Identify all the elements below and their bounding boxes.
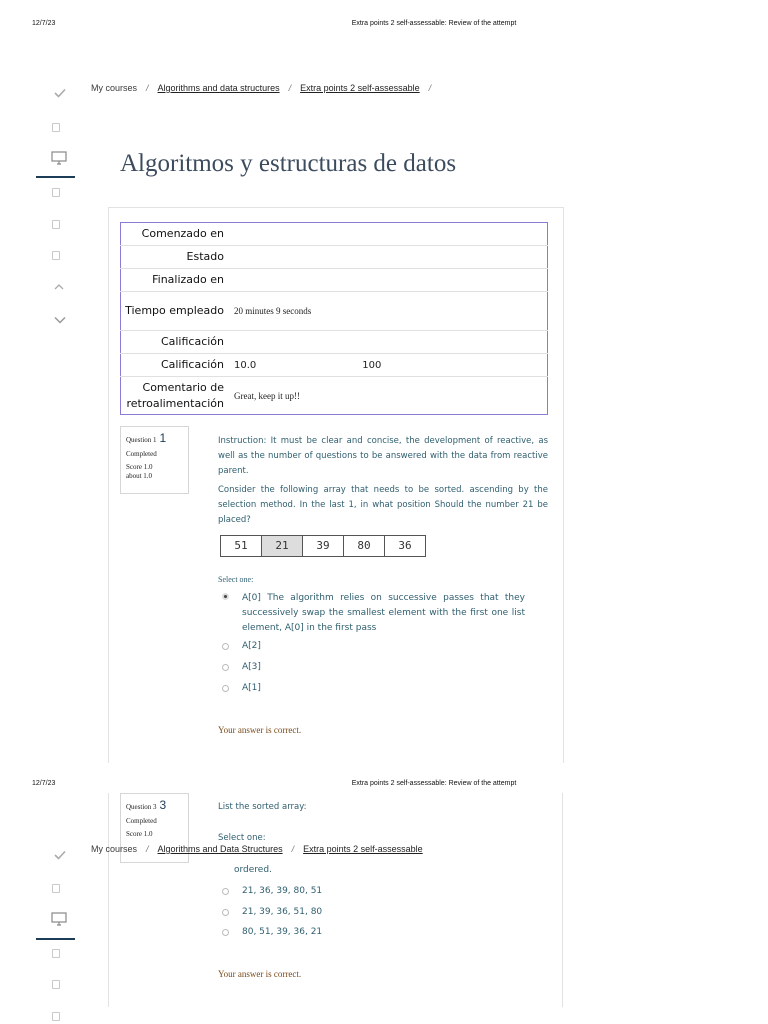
summary-label: Estado <box>121 246 230 269</box>
summary-row <box>121 331 548 354</box>
breadcrumb <box>91 83 434 93</box>
summary-row <box>121 354 548 377</box>
summary-row <box>121 377 548 415</box>
breadcrumb-separator: / <box>146 844 149 854</box>
time-taken-value: 20 minutes 9 seconds <box>234 306 312 316</box>
nav-square-icon[interactable] <box>52 220 60 229</box>
radio-button[interactable] <box>222 888 229 895</box>
answer-option-text: 80, 51, 39, 36, 21 <box>242 927 323 937</box>
radio-button[interactable] <box>222 643 229 650</box>
print-title: Extra points 2 self-assessable: Review of the attempt <box>351 780 517 787</box>
summary-row <box>121 246 548 269</box>
radio-button[interactable] <box>222 929 229 936</box>
radio-button[interactable] <box>222 909 229 916</box>
breadcrumb-my-courses[interactable]: My courses <box>91 83 138 93</box>
breadcrumb-quiz[interactable]: Extra points 2 self-assessable <box>300 83 420 93</box>
monitor-icon[interactable] <box>51 151 61 165</box>
array-cell-highlighted: 21 <box>262 536 303 556</box>
summary-label: Tiempo empleado <box>121 292 230 331</box>
breadcrumb-separator: / <box>291 844 295 854</box>
summary-label: Calificación <box>121 331 230 354</box>
grade-max-value: 100 <box>362 360 382 371</box>
chevron-up-icon[interactable] <box>54 283 64 290</box>
question-state: Completed <box>126 450 157 458</box>
array-cell: 51 <box>221 536 262 556</box>
summary-label: Comentario de retroalimentación <box>121 377 230 415</box>
question-label: Question 1 <box>126 436 157 444</box>
print-date: 12/7/23 <box>32 780 56 787</box>
summary-row <box>121 292 548 331</box>
question-score: Score 1.0 <box>126 463 153 471</box>
answer-option-text: 21, 39, 36, 51, 80 <box>242 907 323 917</box>
array-cell: 36 <box>398 539 412 552</box>
check-icon[interactable] <box>54 850 64 860</box>
breadcrumb <box>91 844 423 854</box>
chevron-down-icon[interactable] <box>54 316 64 324</box>
select-one-label: Select one: <box>218 575 254 584</box>
answer-option[interactable] <box>222 907 322 917</box>
summary-label: Calificación <box>121 354 230 377</box>
radio-button[interactable] <box>222 685 229 692</box>
answer-feedback: Your answer is correct. <box>218 725 302 735</box>
question-text: Consider the following array that needs to be sorted. ascending by the selection method. In the last 1, in what position Should the number 21 be placed? <box>218 485 548 525</box>
question-state: Completed <box>126 817 157 825</box>
answer-option[interactable] <box>222 662 261 672</box>
answer-option-text: A[3] <box>242 662 261 672</box>
grade-value: 10.0 <box>234 360 257 371</box>
answer-option-text: A[2] <box>242 641 261 651</box>
card-border <box>562 793 563 1007</box>
feedback-comment-value: Great, keep it up!! <box>234 390 300 401</box>
answer-feedback: Your answer is correct. <box>218 969 302 979</box>
answer-option[interactable] <box>222 886 322 896</box>
nav-square-icon[interactable] <box>52 949 60 958</box>
sidebar-active-indicator <box>36 938 75 940</box>
answer-option-text: ordered. <box>234 865 272 875</box>
array-cell: 39 <box>303 536 344 556</box>
breadcrumb-separator: / <box>288 83 292 93</box>
question-label: Question 3 <box>126 803 157 811</box>
nav-square-icon[interactable] <box>52 251 60 260</box>
monitor-icon[interactable] <box>51 912 61 926</box>
breadcrumb-separator: / <box>428 83 432 93</box>
nav-square-icon[interactable] <box>52 884 60 893</box>
summary-label: Comenzado en <box>141 227 224 240</box>
question-number: 1 <box>159 431 167 445</box>
breadcrumb-my-courses[interactable]: My courses <box>91 844 138 854</box>
summary-row <box>121 269 548 292</box>
question-score-max: about 1.0 <box>126 472 153 480</box>
page-title: Algoritmos y estructuras de datos <box>120 150 457 177</box>
answer-option[interactable] <box>222 591 525 636</box>
select-one-label: Select one: <box>218 833 266 843</box>
breadcrumb-separator: / <box>146 83 149 93</box>
answer-option-continuation <box>222 865 272 875</box>
answer-option[interactable] <box>222 641 261 651</box>
question-text: List the sorted array: <box>218 802 307 812</box>
print-date: 12/7/23 <box>32 20 56 27</box>
answer-option[interactable] <box>222 683 261 693</box>
question-number: 3 <box>159 798 167 812</box>
radio-selected[interactable] <box>222 593 229 600</box>
question-score: Score 1.0 <box>126 830 153 838</box>
print-title: Extra points 2 self-assessable: Review of the attempt <box>351 20 517 27</box>
summary-label: Finalizado en <box>121 269 230 292</box>
breadcrumb-course[interactable]: Algorithms and data structures <box>157 83 280 93</box>
question-instruction: Instruction: It must be clear and concise, the development of reactive, as well as the number of questions to be answered with the data from reactive parent. <box>218 436 548 476</box>
array-table <box>220 535 426 557</box>
nav-square-icon[interactable] <box>52 188 60 197</box>
answer-option[interactable] <box>222 927 322 937</box>
answer-option-text: A[1] <box>242 683 261 693</box>
summary-row <box>121 223 548 246</box>
breadcrumb-course[interactable]: Algorithms and Data Structures <box>157 844 283 854</box>
breadcrumb-quiz[interactable]: Extra points 2 self-assessable <box>303 844 423 854</box>
answer-option-text: A[0] The algorithm relies on successive passes that they successively swap the smallest element with the first one list element, A[0] in the first pass <box>242 593 525 633</box>
card-border <box>108 793 109 1007</box>
check-icon[interactable] <box>54 88 64 98</box>
sidebar-active-indicator <box>36 176 75 178</box>
nav-square-icon[interactable] <box>52 123 60 132</box>
array-cell: 80 <box>344 536 385 556</box>
nav-square-icon[interactable] <box>52 980 60 989</box>
answer-option-text: 21, 36, 39, 80, 51 <box>242 886 323 896</box>
nav-square-icon[interactable] <box>52 1012 60 1021</box>
attempt-summary-table <box>120 222 548 415</box>
radio-button[interactable] <box>222 664 229 671</box>
question-info-box <box>120 426 189 494</box>
